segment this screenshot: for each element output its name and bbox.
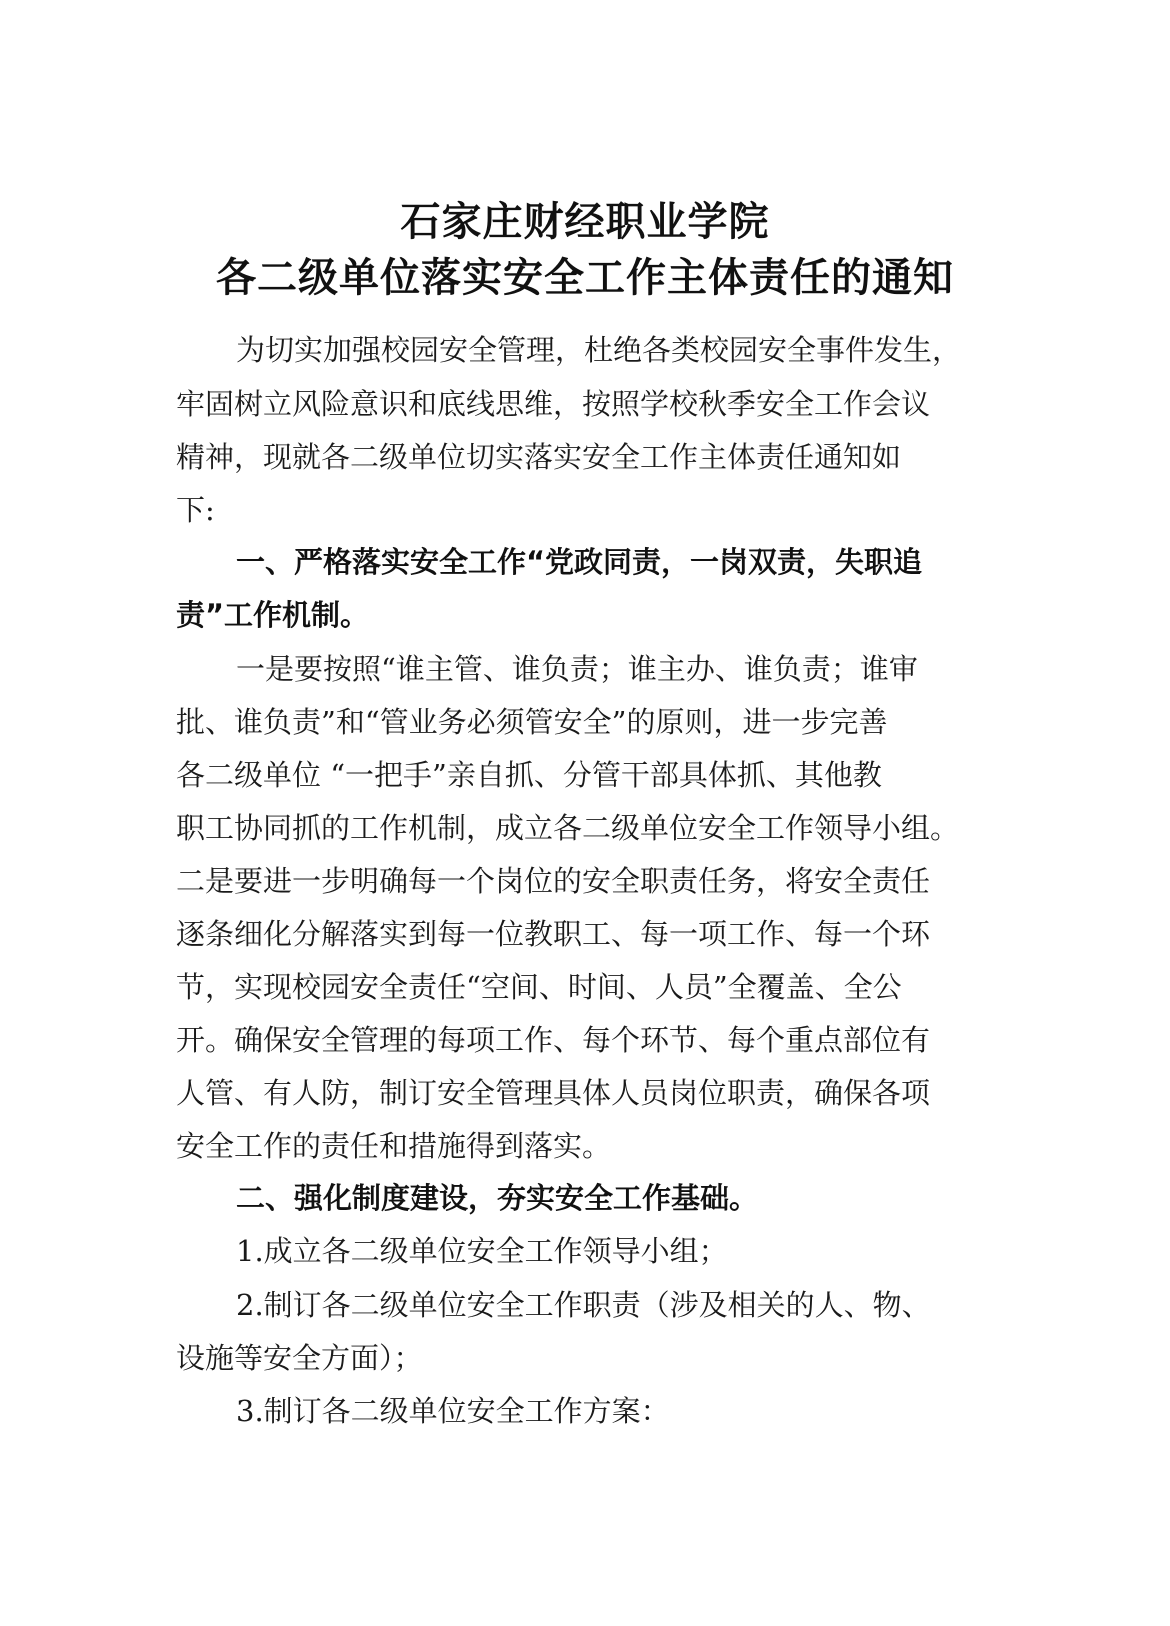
list-item-line: 设施等安全方面）； (176, 1341, 423, 1375)
document-title-line-1: 石家庄财经职业学院 (400, 198, 770, 245)
document-title-line-2: 各二级单位落实安全工作主体责任的通知 (216, 254, 954, 301)
paragraph-line: 牢固树立风险意识和底线思维，按照学校秋季安全工作会议 (176, 387, 931, 421)
section-heading-line: 二、强化制度建设，夯实安全工作基础。 (236, 1181, 759, 1215)
list-item-line: 3.制订各二级单位安全工作方案： (236, 1394, 670, 1428)
section-heading-line: 责”工作机制。 (176, 598, 370, 632)
paragraph-line: 人管、有人防，制订安全管理具体人员岗位职责，确保各项 (176, 1076, 931, 1110)
paragraph-line: 批、谁负责”和“管业务必须管安全”的原则，进一步完善 (176, 705, 888, 739)
paragraph-line: 二是要进一步明确每一个岗位的安全职责任务，将安全责任 (176, 864, 931, 898)
list-item-line: 2.制订各二级单位安全工作职责（涉及相关的人、物、 (236, 1288, 931, 1322)
paragraph-line: 为切实加强校园安全管理，杜绝各类校园安全事件发生， (236, 333, 962, 367)
paragraph-line: 一是要按照“谁主管、谁负责；谁主办、谁负责；谁审 (236, 652, 918, 686)
paragraph-line: 安全工作的责任和措施得到落实。 (176, 1129, 612, 1163)
list-item-line: 1.成立各二级单位安全工作领导小组； (236, 1234, 728, 1268)
paragraph-line: 逐条细化分解落实到每一位教职工、每一项工作、每一个环 (176, 917, 931, 951)
paragraph-line: 下: (176, 493, 215, 527)
paragraph-line: 精神，现就各二级单位切实落实安全工作主体责任通知如 (176, 440, 902, 474)
section-heading-line: 一、严格落实安全工作“党政同责，一岗双责，失职追 (236, 545, 923, 579)
paragraph-line: 开。确保安全管理的每项工作、每个环节、每个重点部位有 (176, 1023, 931, 1057)
paragraph-line: 各二级单位 “一把手”亲自抓、分管干部具体抓、其他教 (176, 758, 882, 792)
paragraph-line: 职工协同抓的工作机制，成立各二级单位安全工作领导小组。 (176, 811, 960, 845)
paragraph-line: 节，实现校园安全责任“空间、时间、人员”全覆盖、全公 (176, 970, 902, 1004)
